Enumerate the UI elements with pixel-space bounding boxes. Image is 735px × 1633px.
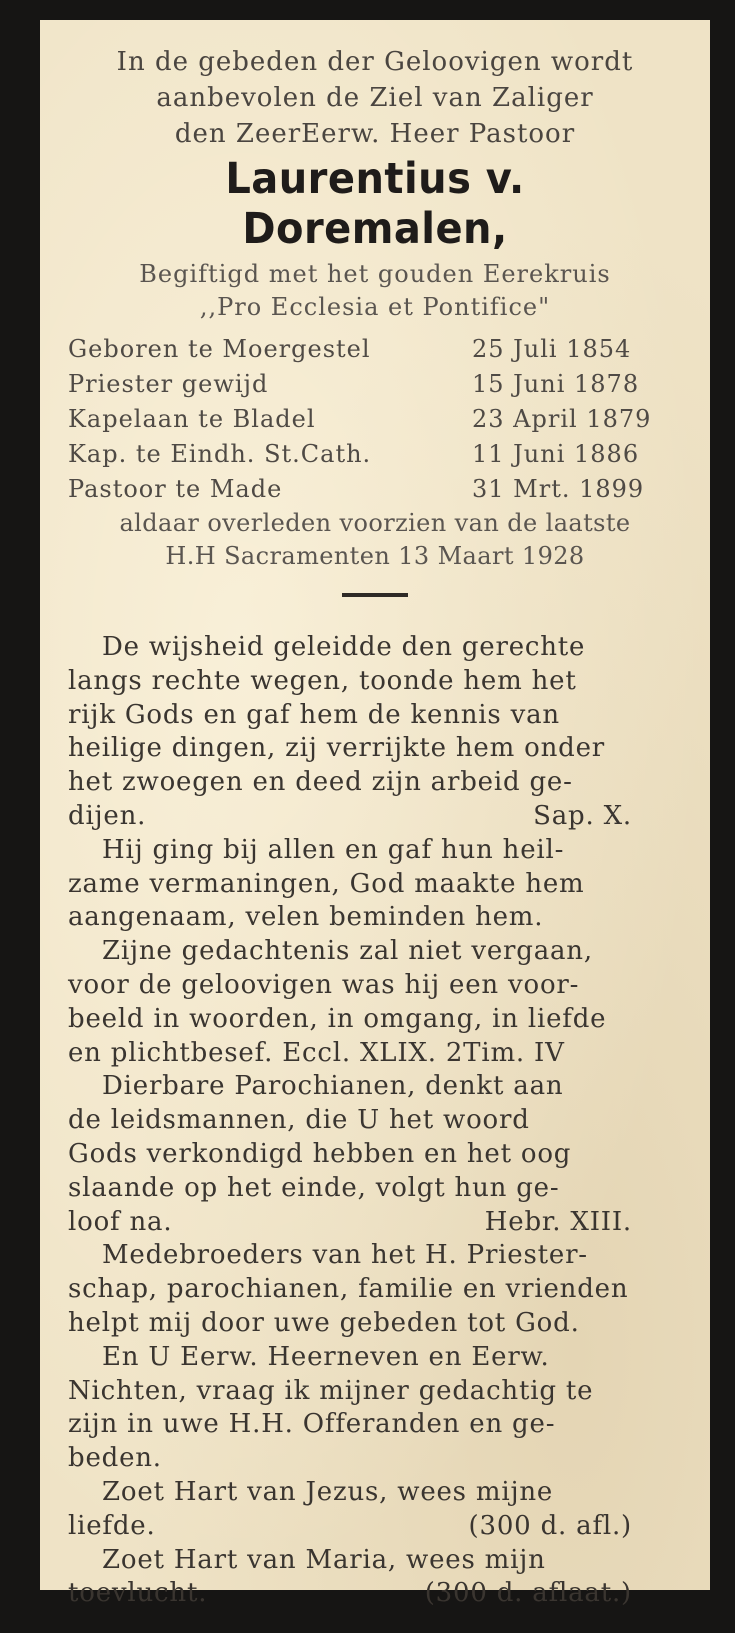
career-date: 23 April 1879	[472, 405, 652, 433]
career-date: 15 Juni 1878	[472, 370, 640, 398]
text-end: dijen.	[68, 800, 147, 831]
text-line	[68, 1510, 682, 1544]
text-line: en plichtbesef. Eccl. XLIX. 2Tim. IV	[68, 1037, 565, 1068]
text-line: Zoet Hart van Jezus, wees mijne	[102, 1476, 554, 1507]
text-line: langs rechte wegen, toonde hem het	[68, 665, 577, 696]
honor-line: Begiftigd met het gouden Eerekruis	[139, 260, 611, 288]
deceased-name: Laurentius v. Doremalen,	[225, 154, 525, 254]
scripture-ref: Sap. X.	[533, 800, 632, 831]
text-line: De wijsheid geleidde den gerechte	[102, 632, 586, 662]
text-line	[68, 1577, 682, 1611]
text-line	[68, 800, 682, 834]
text-end: toevlucht.	[68, 1578, 208, 1609]
career-row	[68, 437, 682, 472]
text-line: Gods verkondigd hebben en het oog	[68, 1138, 572, 1169]
text-line: helpt mij door uwe gebeden tot God.	[68, 1307, 580, 1338]
intro-line: aanbevolen de Ziel van Zaliger	[156, 83, 594, 113]
career-row	[68, 472, 682, 507]
career-row	[68, 367, 682, 402]
career-date: 31 Mrt. 1899	[472, 475, 645, 503]
text-line: Zoet Hart van Maria, wees mijn	[102, 1544, 546, 1575]
career-date: 25 Juli 1854	[472, 335, 632, 363]
text-line: zijn in uwe H.H. Offeranden en ge-	[68, 1409, 556, 1440]
text-line: rijk Gods en gaf hem de kennis van	[68, 699, 560, 730]
death-line: H.H Sacramenten 13 Maart 1928	[165, 542, 585, 570]
intro-line: den ZeerEerw. Heer Pastoor	[174, 119, 576, 149]
divider-rule	[342, 593, 408, 597]
header	[68, 44, 682, 324]
career-row	[68, 402, 682, 437]
death-line: aldaar overleden voorzien van de laatste	[119, 509, 631, 537]
career-place: Geboren te Moergestel	[68, 335, 371, 363]
intro-line: In de gebeden der Geloovigen wordt	[116, 47, 634, 77]
career-place: Pastoor te Made	[68, 475, 283, 503]
career-place: Kap. te Eindh. St.Cath.	[68, 440, 372, 468]
career-place: Kapelaan te Bladel	[68, 405, 316, 433]
text-line: beden.	[68, 1443, 162, 1474]
text-line: voor de geloovigen was hij een voor-	[68, 969, 580, 1000]
career-row	[68, 332, 682, 367]
text-line: de leidsmannen, die U het woord	[68, 1105, 530, 1136]
text-line: Zijne gedachtenis zal niet vergaan,	[102, 936, 593, 967]
text-line: heilige dingen, zij verrijkte hem onder	[68, 733, 605, 764]
career-date: 11 Juni 1886	[472, 440, 640, 468]
text-end: loof na.	[68, 1206, 173, 1237]
text-line: slaande op het einde, volgt hun ge-	[68, 1172, 560, 1203]
text-line: Dierbare Parochianen, denkt aan	[102, 1071, 564, 1102]
text-line: En U Eerw. Heerneven en Eerw.	[102, 1341, 550, 1372]
honor-line: ,,Pro Ecclesia et Pontifice"	[199, 293, 551, 321]
career-place: Priester gewijd	[68, 370, 269, 398]
scripture-text	[68, 631, 682, 1611]
indulgence-note: (300 d. afl.)	[468, 1510, 632, 1541]
text-line: schap, parochianen, familie en vrienden	[68, 1274, 629, 1305]
memorial-card	[40, 20, 710, 1609]
text-line: Nichten, vraag ik mijner gedachtig te	[68, 1375, 594, 1406]
text-line: zame vermaningen, God maakte hem	[68, 868, 585, 899]
scripture-ref: Hebr. XIII.	[484, 1206, 632, 1237]
text-end: liefde.	[68, 1510, 156, 1541]
text-line: beeld in woorden, in omgang, in liefde	[68, 1003, 607, 1034]
text-line: Medebroeders van het H. Priester-	[102, 1240, 588, 1271]
text-line: het zwoegen en deed zijn arbeid ge-	[68, 767, 573, 798]
text-line: Hij ging bij allen en gaf hun heil-	[102, 834, 565, 865]
text-line	[68, 1206, 682, 1240]
text-line: aangenaam, velen beminden hem.	[68, 902, 544, 933]
indulgence-note: (300 d. aflaat.)	[424, 1578, 632, 1609]
career-list	[68, 332, 682, 573]
